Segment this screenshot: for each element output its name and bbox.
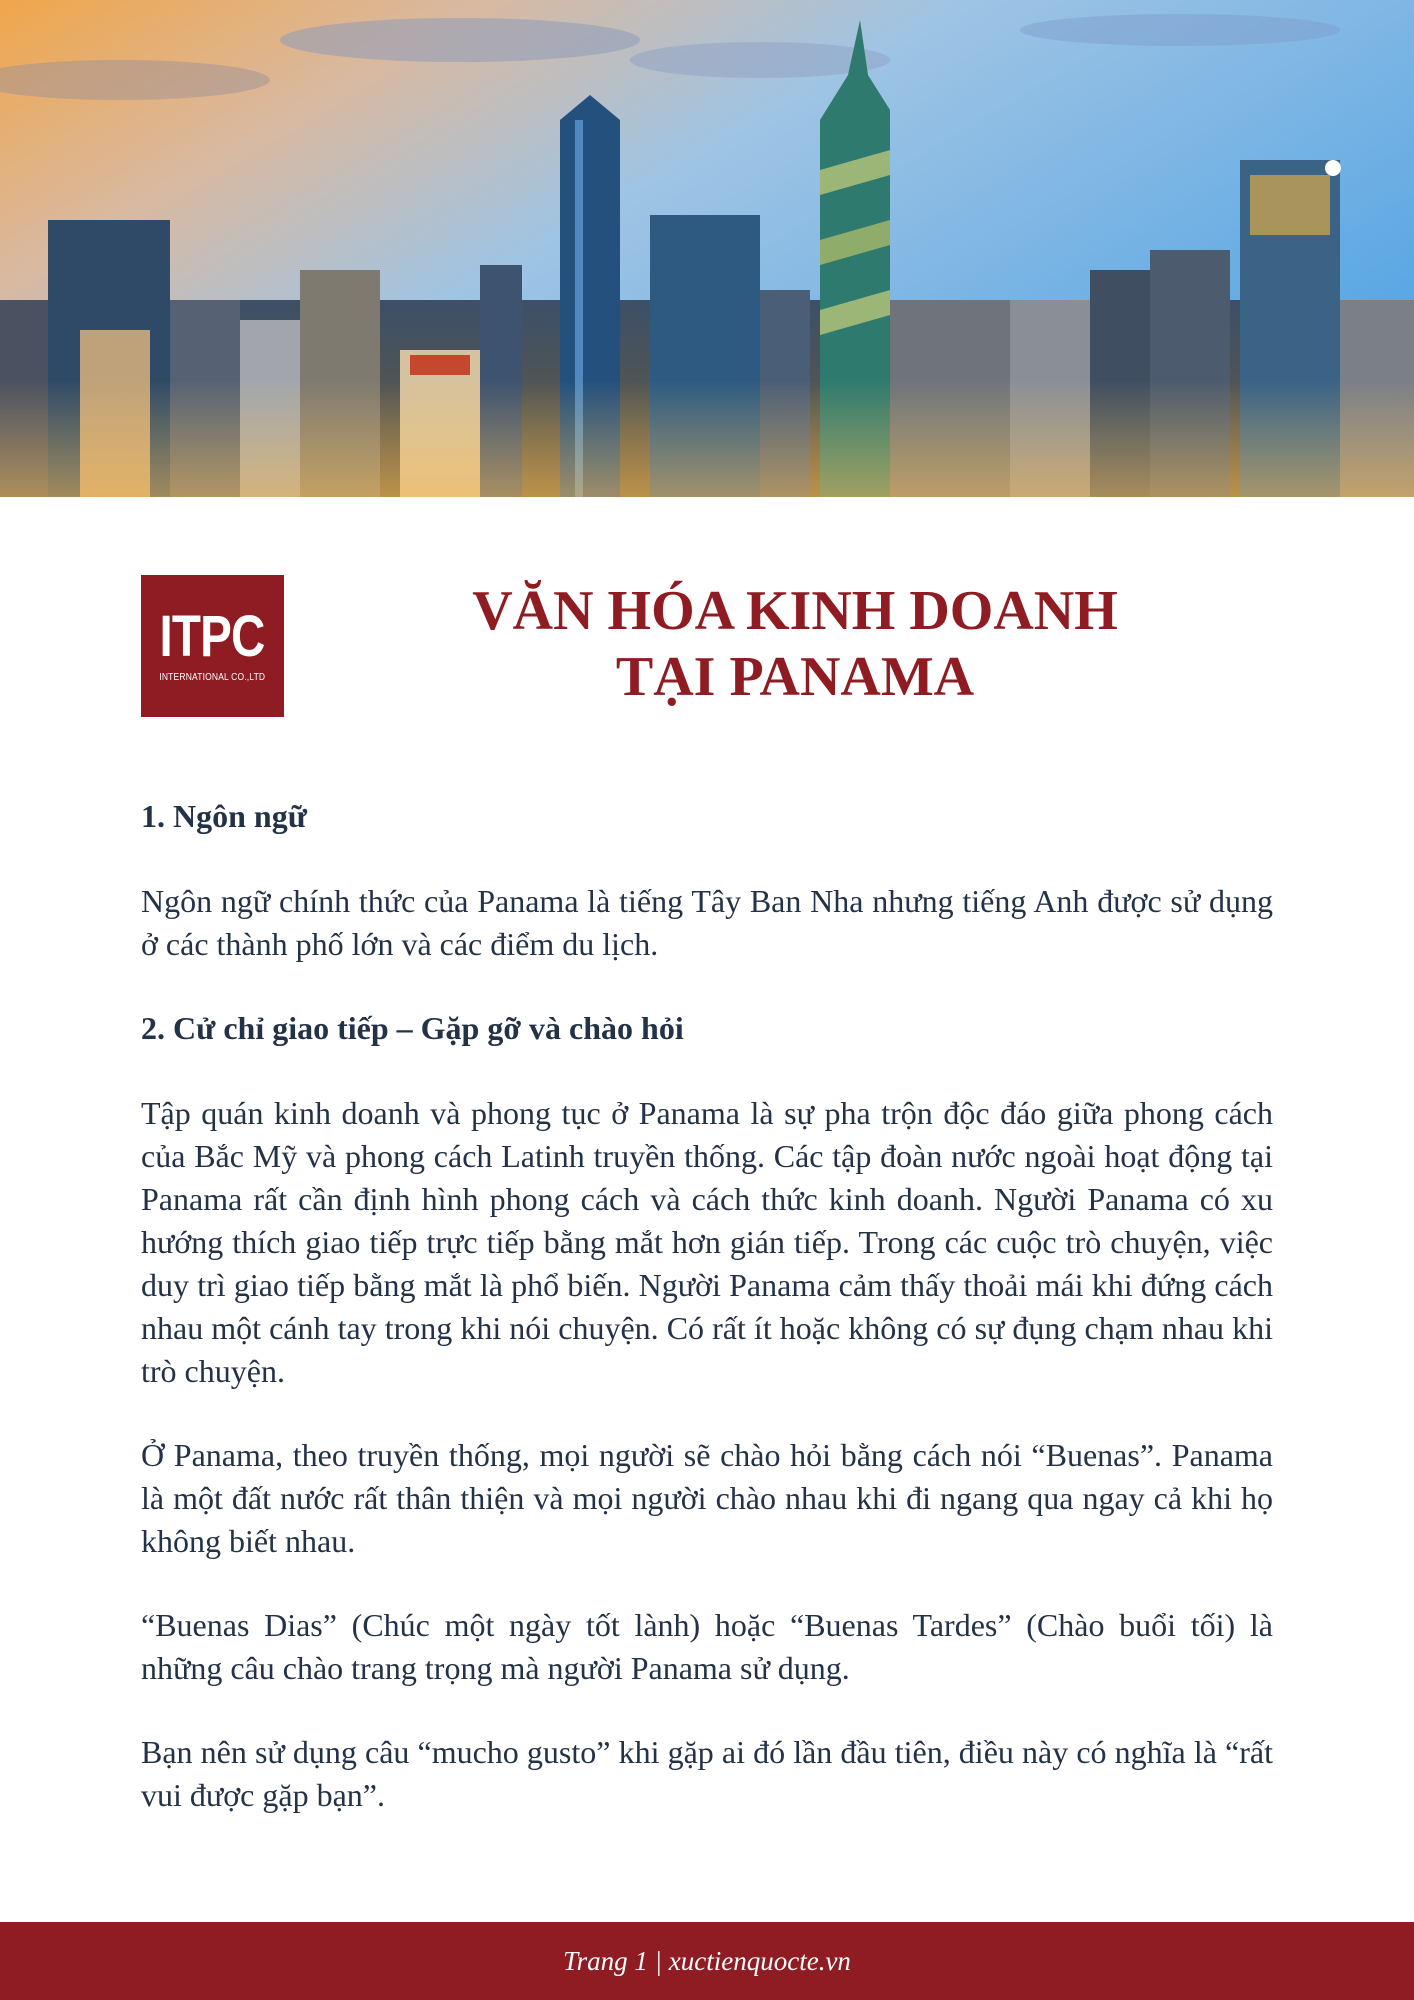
page-title (380, 578, 1210, 710)
paragraph-mucho-gusto: Bạn nên sử dụng câu “mucho gusto” khi gặp ai đó lần đầu tiên, điều này có nghĩa là “rất vui được gặp bạn”. (141, 1734, 1273, 1813)
paragraph-buenas-greeting: Ở Panama, theo truyền thống, mọi người sẽ chào hỏi bằng cách nói “Buenas”. Panama là một đất nước rất thân thiện và mọi người chào nhau khi đi ngang qua ngay cả khi họ không biết nhau. (141, 1437, 1273, 1559)
footer-text: Trang 1 | xuctienquocte.vn (563, 1945, 851, 1976)
page-title-line-2: TẠI PANAMA (615, 646, 975, 708)
paragraph-formal-greetings: “Buenas Dias” (Chúc một ngày tốt lành) hoặc “Buenas Tardes” (Chào buổi tối) là những câu chào trang trọng mà người Panama sử dụng. (141, 1607, 1273, 1686)
hero-banner-image (0, 0, 1414, 497)
logo-sub-text: INTERNATIONAL CO.,LTD (159, 672, 266, 683)
page-title-line-1: VĂN HÓA KINH DOANH (472, 580, 1118, 642)
city-skyline-illustration (0, 0, 1414, 497)
document-body (141, 795, 1273, 1817)
page-footer (0, 1922, 1414, 2000)
section-heading-language: 1. Ngôn ngữ (141, 798, 307, 834)
paragraph-business-customs: Tập quán kinh doanh và phong tục ở Panama là sự pha trộn độc đáo giữa phong cách của Bắc Mỹ và phong cách Latinh truyền thống. Các tập đoàn nước ngoài hoạt động tại Panama rất cần định hình phong cách và cách thức kinh doanh. Người Panama có xu hướng thích giao tiếp trực tiếp bằng mắt hơn gián tiếp. Trong các cuộc trò chuyện, việc duy trì giao tiếp bằng mắt là phổ biến. Người Panama cảm thấy thoải mái khi đứng cách nhau một cánh tay trong khi nói chuyện. Có rất ít hoặc không có sự đụng chạm nhau khi trò chuyện. (141, 1095, 1273, 1389)
logo-main-text: ITPC (159, 604, 266, 669)
paragraph-language: Ngôn ngữ chính thức của Panama là tiếng Tây Ban Nha nhưng tiếng Anh được sử dụng ở các thành phố lớn và các điểm du lịch. (141, 883, 1273, 962)
itpc-logo (141, 575, 284, 717)
section-heading-greetings: 2. Cử chỉ giao tiếp – Gặp gỡ và chào hỏi (141, 1010, 684, 1046)
